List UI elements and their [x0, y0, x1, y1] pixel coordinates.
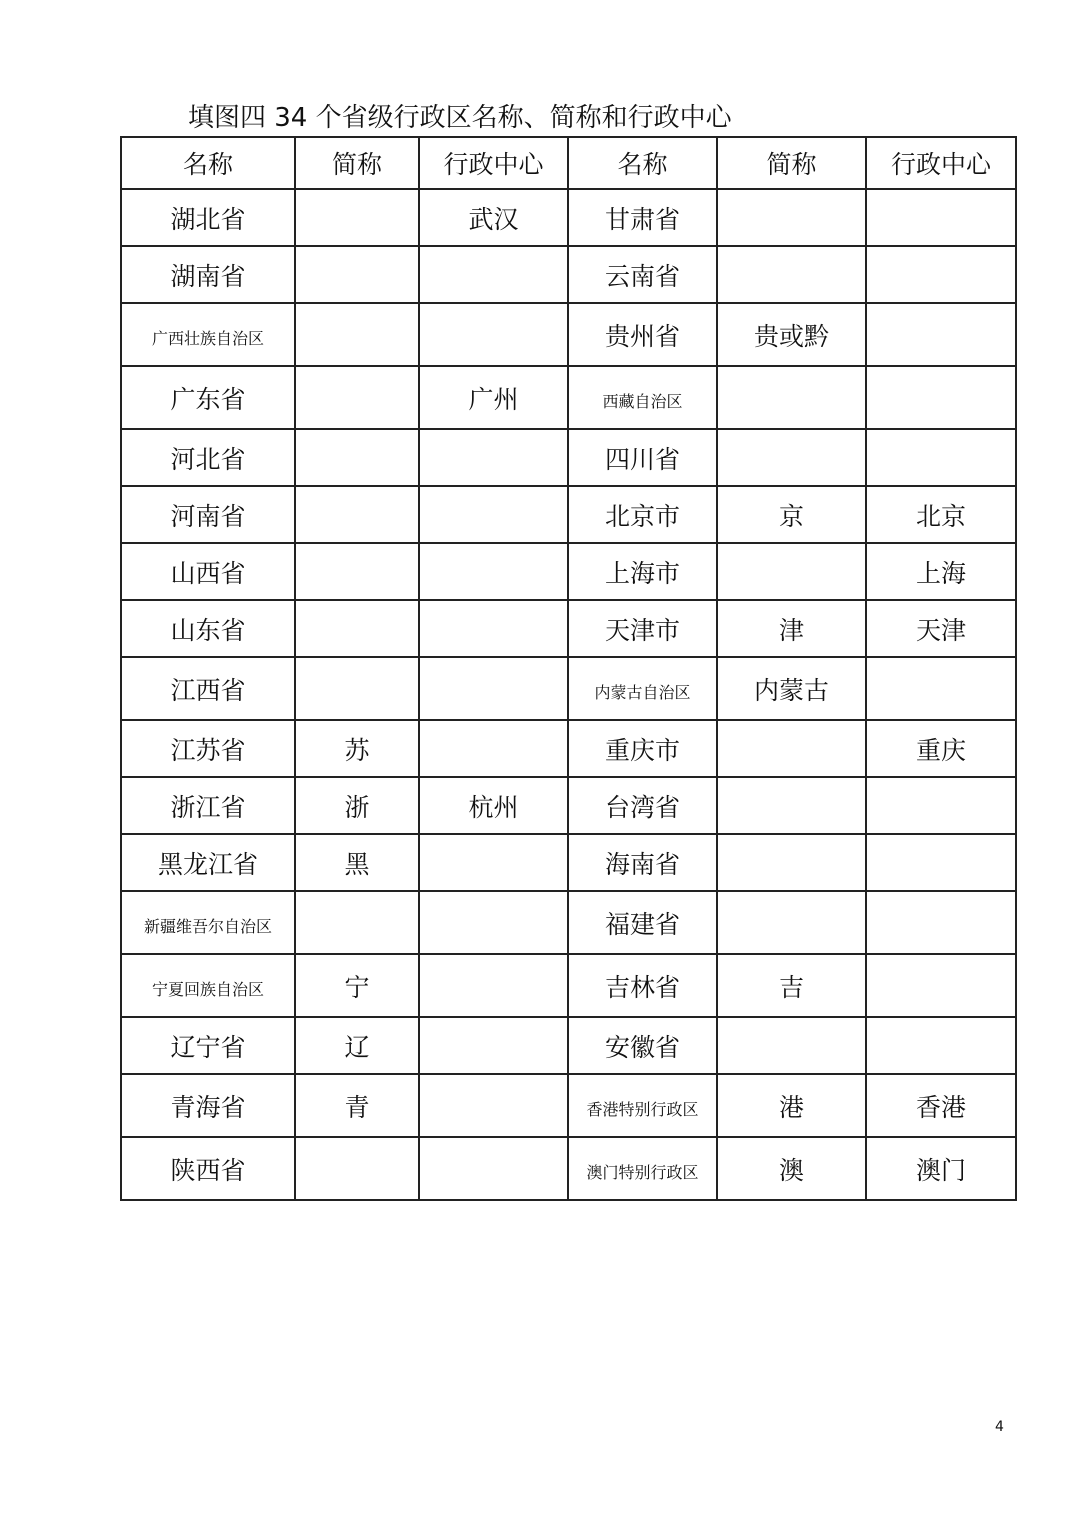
- capital-cell: [866, 834, 1016, 891]
- capital-cell: [419, 543, 568, 600]
- capital-cell: [866, 366, 1016, 429]
- name-cell: 广西壮族自治区: [121, 303, 295, 366]
- capital-cell: 杭州: [419, 777, 568, 834]
- capital-cell: 天津: [866, 600, 1016, 657]
- abbreviation-cell: 贵或黔: [717, 303, 866, 366]
- table-row: [121, 777, 1016, 834]
- capital-cell: 北京: [866, 486, 1016, 543]
- name-cell: 广东省: [121, 366, 295, 429]
- abbreviation-cell: [717, 834, 866, 891]
- capital-cell: 武汉: [419, 189, 568, 246]
- province-table: [120, 136, 1017, 1201]
- capital-cell: [419, 834, 568, 891]
- name-cell: 湖南省: [121, 246, 295, 303]
- name-cell: 天津市: [568, 600, 717, 657]
- name-cell: 陕西省: [121, 1137, 295, 1200]
- table-row: [121, 189, 1016, 246]
- page-title: 填图四 34 个省级行政区名称、简称和行政中心: [188, 103, 732, 133]
- table-row: [121, 366, 1016, 429]
- header-name: 名称: [568, 137, 717, 189]
- table-row: [121, 486, 1016, 543]
- table-row: [121, 1074, 1016, 1137]
- header-abbreviation: 简称: [717, 137, 866, 189]
- name-cell: 重庆市: [568, 720, 717, 777]
- table-row: [121, 429, 1016, 486]
- capital-cell: 澳门: [866, 1137, 1016, 1200]
- name-cell: 安徽省: [568, 1017, 717, 1074]
- abbreviation-cell: 澳: [717, 1137, 866, 1200]
- capital-cell: [419, 720, 568, 777]
- capital-cell: [419, 303, 568, 366]
- name-cell: 河北省: [121, 429, 295, 486]
- capital-cell: [866, 777, 1016, 834]
- abbreviation-cell: [295, 600, 419, 657]
- abbreviation-cell: 青: [295, 1074, 419, 1137]
- capital-cell: [866, 303, 1016, 366]
- capital-cell: [419, 486, 568, 543]
- abbreviation-cell: [717, 246, 866, 303]
- abbreviation-cell: [717, 1017, 866, 1074]
- capital-cell: [419, 1137, 568, 1200]
- abbreviation-cell: [295, 486, 419, 543]
- name-cell: 香港特别行政区: [568, 1074, 717, 1137]
- abbreviation-cell: [717, 777, 866, 834]
- abbreviation-cell: [717, 543, 866, 600]
- name-cell: 辽宁省: [121, 1017, 295, 1074]
- name-cell: 西藏自治区: [568, 366, 717, 429]
- table-row: [121, 720, 1016, 777]
- name-cell: 澳门特别行政区: [568, 1137, 717, 1200]
- name-cell: 内蒙古自治区: [568, 657, 717, 720]
- capital-cell: [419, 1074, 568, 1137]
- name-cell: 江西省: [121, 657, 295, 720]
- name-cell: 山西省: [121, 543, 295, 600]
- capital-cell: [419, 657, 568, 720]
- header-capital: 行政中心: [419, 137, 568, 189]
- header-name: 名称: [121, 137, 295, 189]
- abbreviation-cell: [295, 303, 419, 366]
- abbreviation-cell: 宁: [295, 954, 419, 1017]
- name-cell: 四川省: [568, 429, 717, 486]
- table-row: [121, 891, 1016, 954]
- name-cell: 吉林省: [568, 954, 717, 1017]
- capital-cell: 广州: [419, 366, 568, 429]
- abbreviation-cell: [717, 891, 866, 954]
- name-cell: 云南省: [568, 246, 717, 303]
- table-row: [121, 600, 1016, 657]
- abbreviation-cell: 黑: [295, 834, 419, 891]
- abbreviation-cell: 京: [717, 486, 866, 543]
- name-cell: 青海省: [121, 1074, 295, 1137]
- capital-cell: [419, 954, 568, 1017]
- capital-cell: [866, 657, 1016, 720]
- table-row: [121, 657, 1016, 720]
- name-cell: 甘肃省: [568, 189, 717, 246]
- page-number: 4: [995, 1419, 1004, 1435]
- abbreviation-cell: 吉: [717, 954, 866, 1017]
- abbreviation-cell: 内蒙古: [717, 657, 866, 720]
- header-capital: 行政中心: [866, 137, 1016, 189]
- capital-cell: 上海: [866, 543, 1016, 600]
- table-row: [121, 834, 1016, 891]
- name-cell: 山东省: [121, 600, 295, 657]
- header-abbreviation: 简称: [295, 137, 419, 189]
- abbreviation-cell: 浙: [295, 777, 419, 834]
- abbreviation-cell: [717, 720, 866, 777]
- capital-cell: [419, 891, 568, 954]
- name-cell: 北京市: [568, 486, 717, 543]
- capital-cell: [866, 954, 1016, 1017]
- abbreviation-cell: 津: [717, 600, 866, 657]
- capital-cell: [419, 1017, 568, 1074]
- abbreviation-cell: 辽: [295, 1017, 419, 1074]
- abbreviation-cell: [295, 543, 419, 600]
- name-cell: 新疆维吾尔自治区: [121, 891, 295, 954]
- name-cell: 江苏省: [121, 720, 295, 777]
- abbreviation-cell: [295, 891, 419, 954]
- capital-cell: [866, 246, 1016, 303]
- abbreviation-cell: [295, 246, 419, 303]
- capital-cell: [419, 246, 568, 303]
- name-cell: 河南省: [121, 486, 295, 543]
- capital-cell: [419, 429, 568, 486]
- capital-cell: [866, 891, 1016, 954]
- table-header-row: [121, 137, 1016, 189]
- abbreviation-cell: 港: [717, 1074, 866, 1137]
- abbreviation-cell: [295, 189, 419, 246]
- name-cell: 贵州省: [568, 303, 717, 366]
- abbreviation-cell: 苏: [295, 720, 419, 777]
- capital-cell: [866, 189, 1016, 246]
- table-row: [121, 543, 1016, 600]
- name-cell: 浙江省: [121, 777, 295, 834]
- capital-cell: [866, 1017, 1016, 1074]
- abbreviation-cell: [295, 657, 419, 720]
- abbreviation-cell: [717, 189, 866, 246]
- name-cell: 湖北省: [121, 189, 295, 246]
- table-row: [121, 303, 1016, 366]
- name-cell: 台湾省: [568, 777, 717, 834]
- abbreviation-cell: [295, 429, 419, 486]
- abbreviation-cell: [717, 366, 866, 429]
- name-cell: 黑龙江省: [121, 834, 295, 891]
- abbreviation-cell: [295, 1137, 419, 1200]
- abbreviation-cell: [717, 429, 866, 486]
- capital-cell: 重庆: [866, 720, 1016, 777]
- table-row: [121, 1137, 1016, 1200]
- table-row: [121, 1017, 1016, 1074]
- capital-cell: [866, 429, 1016, 486]
- capital-cell: 香港: [866, 1074, 1016, 1137]
- table-row: [121, 246, 1016, 303]
- name-cell: 福建省: [568, 891, 717, 954]
- name-cell: 宁夏回族自治区: [121, 954, 295, 1017]
- capital-cell: [419, 600, 568, 657]
- abbreviation-cell: [295, 366, 419, 429]
- name-cell: 海南省: [568, 834, 717, 891]
- name-cell: 上海市: [568, 543, 717, 600]
- table-row: [121, 954, 1016, 1017]
